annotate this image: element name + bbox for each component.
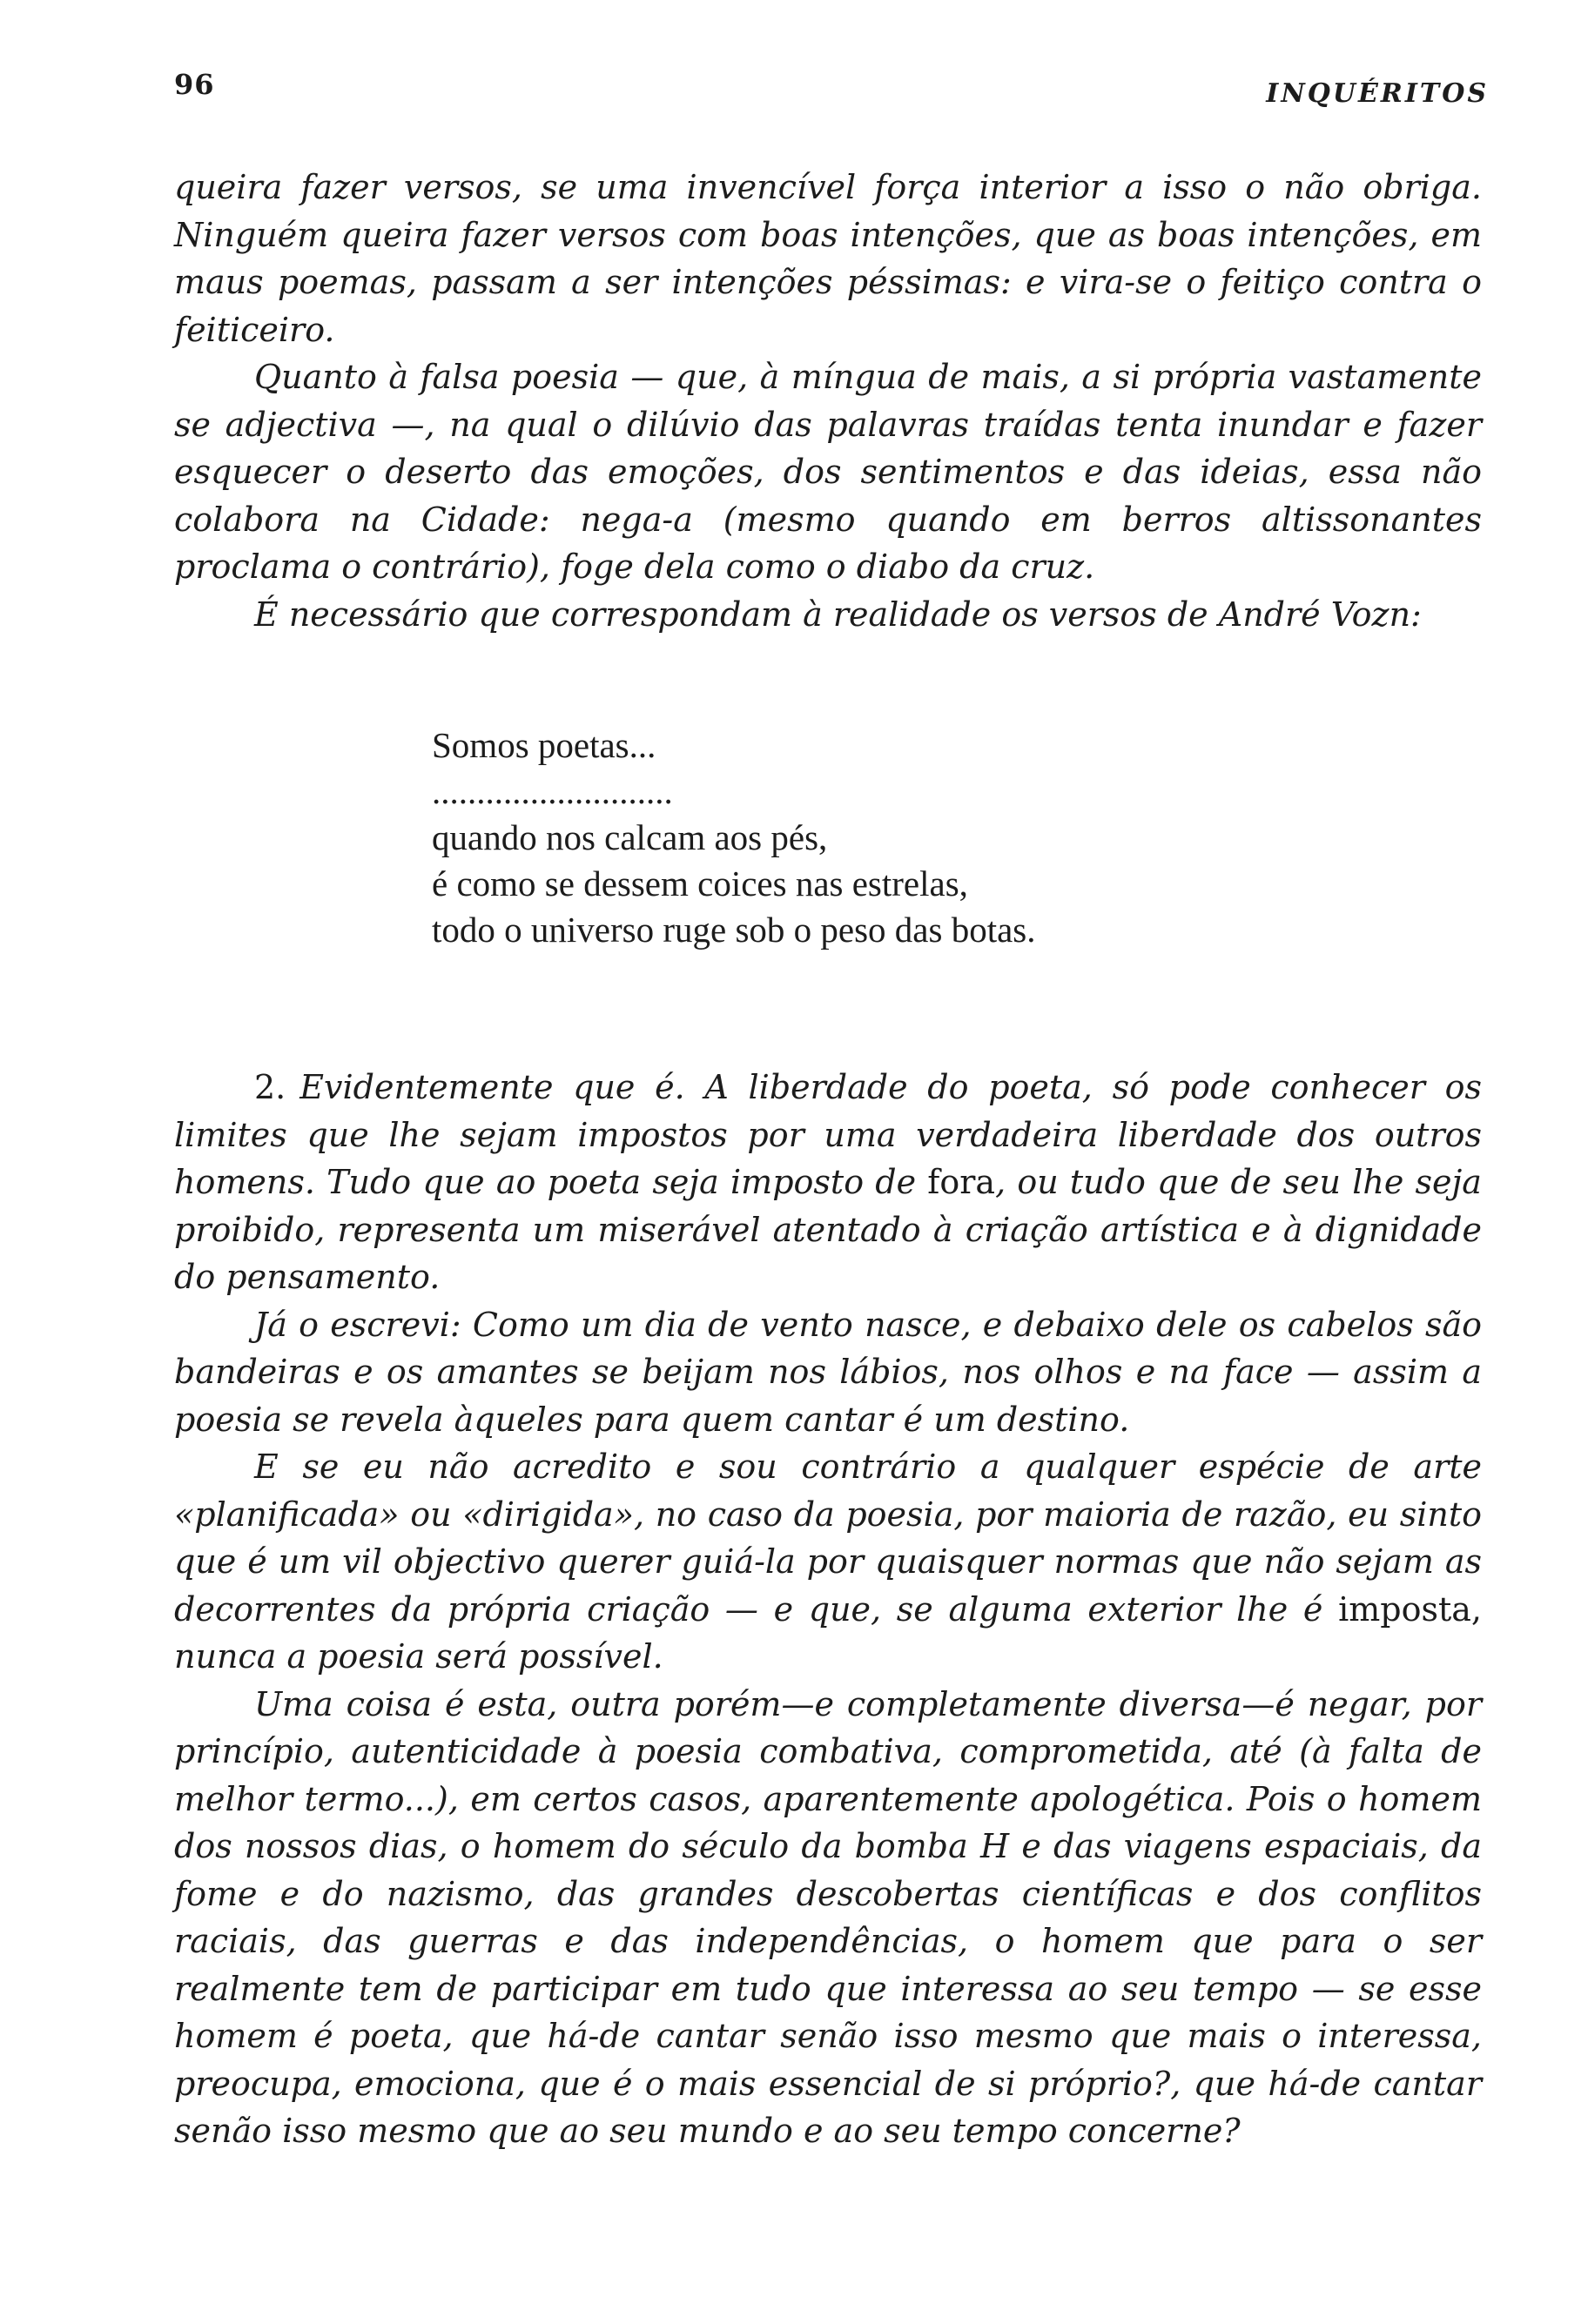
section-number: 2.: [254, 1068, 286, 1106]
body-text-part1: [174, 164, 1482, 638]
paragraph-text: imposta,: [1338, 1589, 1482, 1629]
running-head: INQUÉRITOS: [1266, 78, 1489, 109]
paragraph-text: , ou tudo que de seu lhe seja proibido, representa um miserável atentado à criação artística e à dignidade do pensamento.: [174, 1163, 1482, 1296]
paragraph: [174, 1443, 1482, 1681]
paragraph: Já o escrevi: Como um dia de vento nasce, e debaixo dele os cabelos são bandeiras e os amantes se beijam nos lábios, nos olhos e na face — assim a poesia se revela àqueles para quem cantar é um destino.: [174, 1305, 1482, 1439]
paragraph-text: E se eu não acredito e sou contrário a qualquer espécie de arte «planificada» ou «dirigida», no caso da poesia, por maioria de razão, eu sinto que é um vil objectivo querer guiá-la por quaisquer normas que não sejam as decorrentes da própria criação — e que, se alguma exterior lhe é: [174, 1447, 1482, 1629]
poem-ellipsis-line: ...........................: [432, 771, 673, 811]
paragraph-text: Evidentemente que é. A liberdade do poeta, só pode conhecer os limites que lhe sejam impostos por uma verdadeira liberdade dos outros homens. Tudo que ao poeta seja imposto de: [174, 1068, 1482, 1201]
poem-line: Somos poetas...: [432, 725, 656, 765]
paragraph: queira fazer versos, se uma invencível força interior a isso o não obriga. Ninguém queira fazer versos com boas intenções, que as boas intenções, em maus poemas, passam a ser intenções péssimas: e vira-se o feitiço contra o feiticeiro.: [174, 168, 1482, 349]
paragraph: É necessário que correspondam à realidade os versos de André Vozn:: [254, 594, 1422, 634]
page-number: 96: [174, 68, 215, 101]
body-text-part2: [174, 1064, 1482, 2155]
poem-line: quando nos calcam aos pés,: [432, 817, 828, 857]
paragraph: Quanto à falsa poesia — que, à míngua de mais, a si própria vastamente se adjectiva —, na qual o dilúvio das palavras traídas tenta inundar e fazer esquecer o deserto das emoções, dos sentimentos e das ideias, essa não colabora na Cidade: nega-a (mesmo quando em berros altissonantes proclama o contrário), foge dela como o diabo da cruz.: [174, 358, 1482, 586]
paragraph: Uma coisa é esta, outra porém—e completamente diversa—é negar, por princípio, autenticidade à poesia combativa, comprometida, até (à falta de melhor termo...), em certos casos, aparentemente apologética. Pois o homem dos nossos dias, o homem do século da bomba H e das viagens espaciais, da fome e do nazismo, das grandes descobertas científicas e dos conflitos raciais, das guerras e das independências, o homem que para o ser realmente tem de participar em tudo que interessa ao seu tempo — se esse homem é poeta, que há-de cantar senão isso mesmo que mais o interessa, preocupa, emociona, que é o mais essencial de si próprio?, que há-de cantar senão isso mesmo que ao seu mundo e ao seu tempo concerne?: [174, 1684, 1482, 2150]
paragraph-text: nunca a poesia será possível.: [174, 1637, 663, 1676]
poem-line: é como se dessem coices nas estrelas,: [432, 863, 968, 903]
poem-quote: [432, 722, 1036, 953]
paragraph-text: fora: [927, 1163, 996, 1201]
paragraph: [174, 1064, 1482, 1301]
poem-line: todo o universo ruge sob o peso das botas.: [432, 910, 1036, 950]
page-header: [174, 68, 1489, 120]
